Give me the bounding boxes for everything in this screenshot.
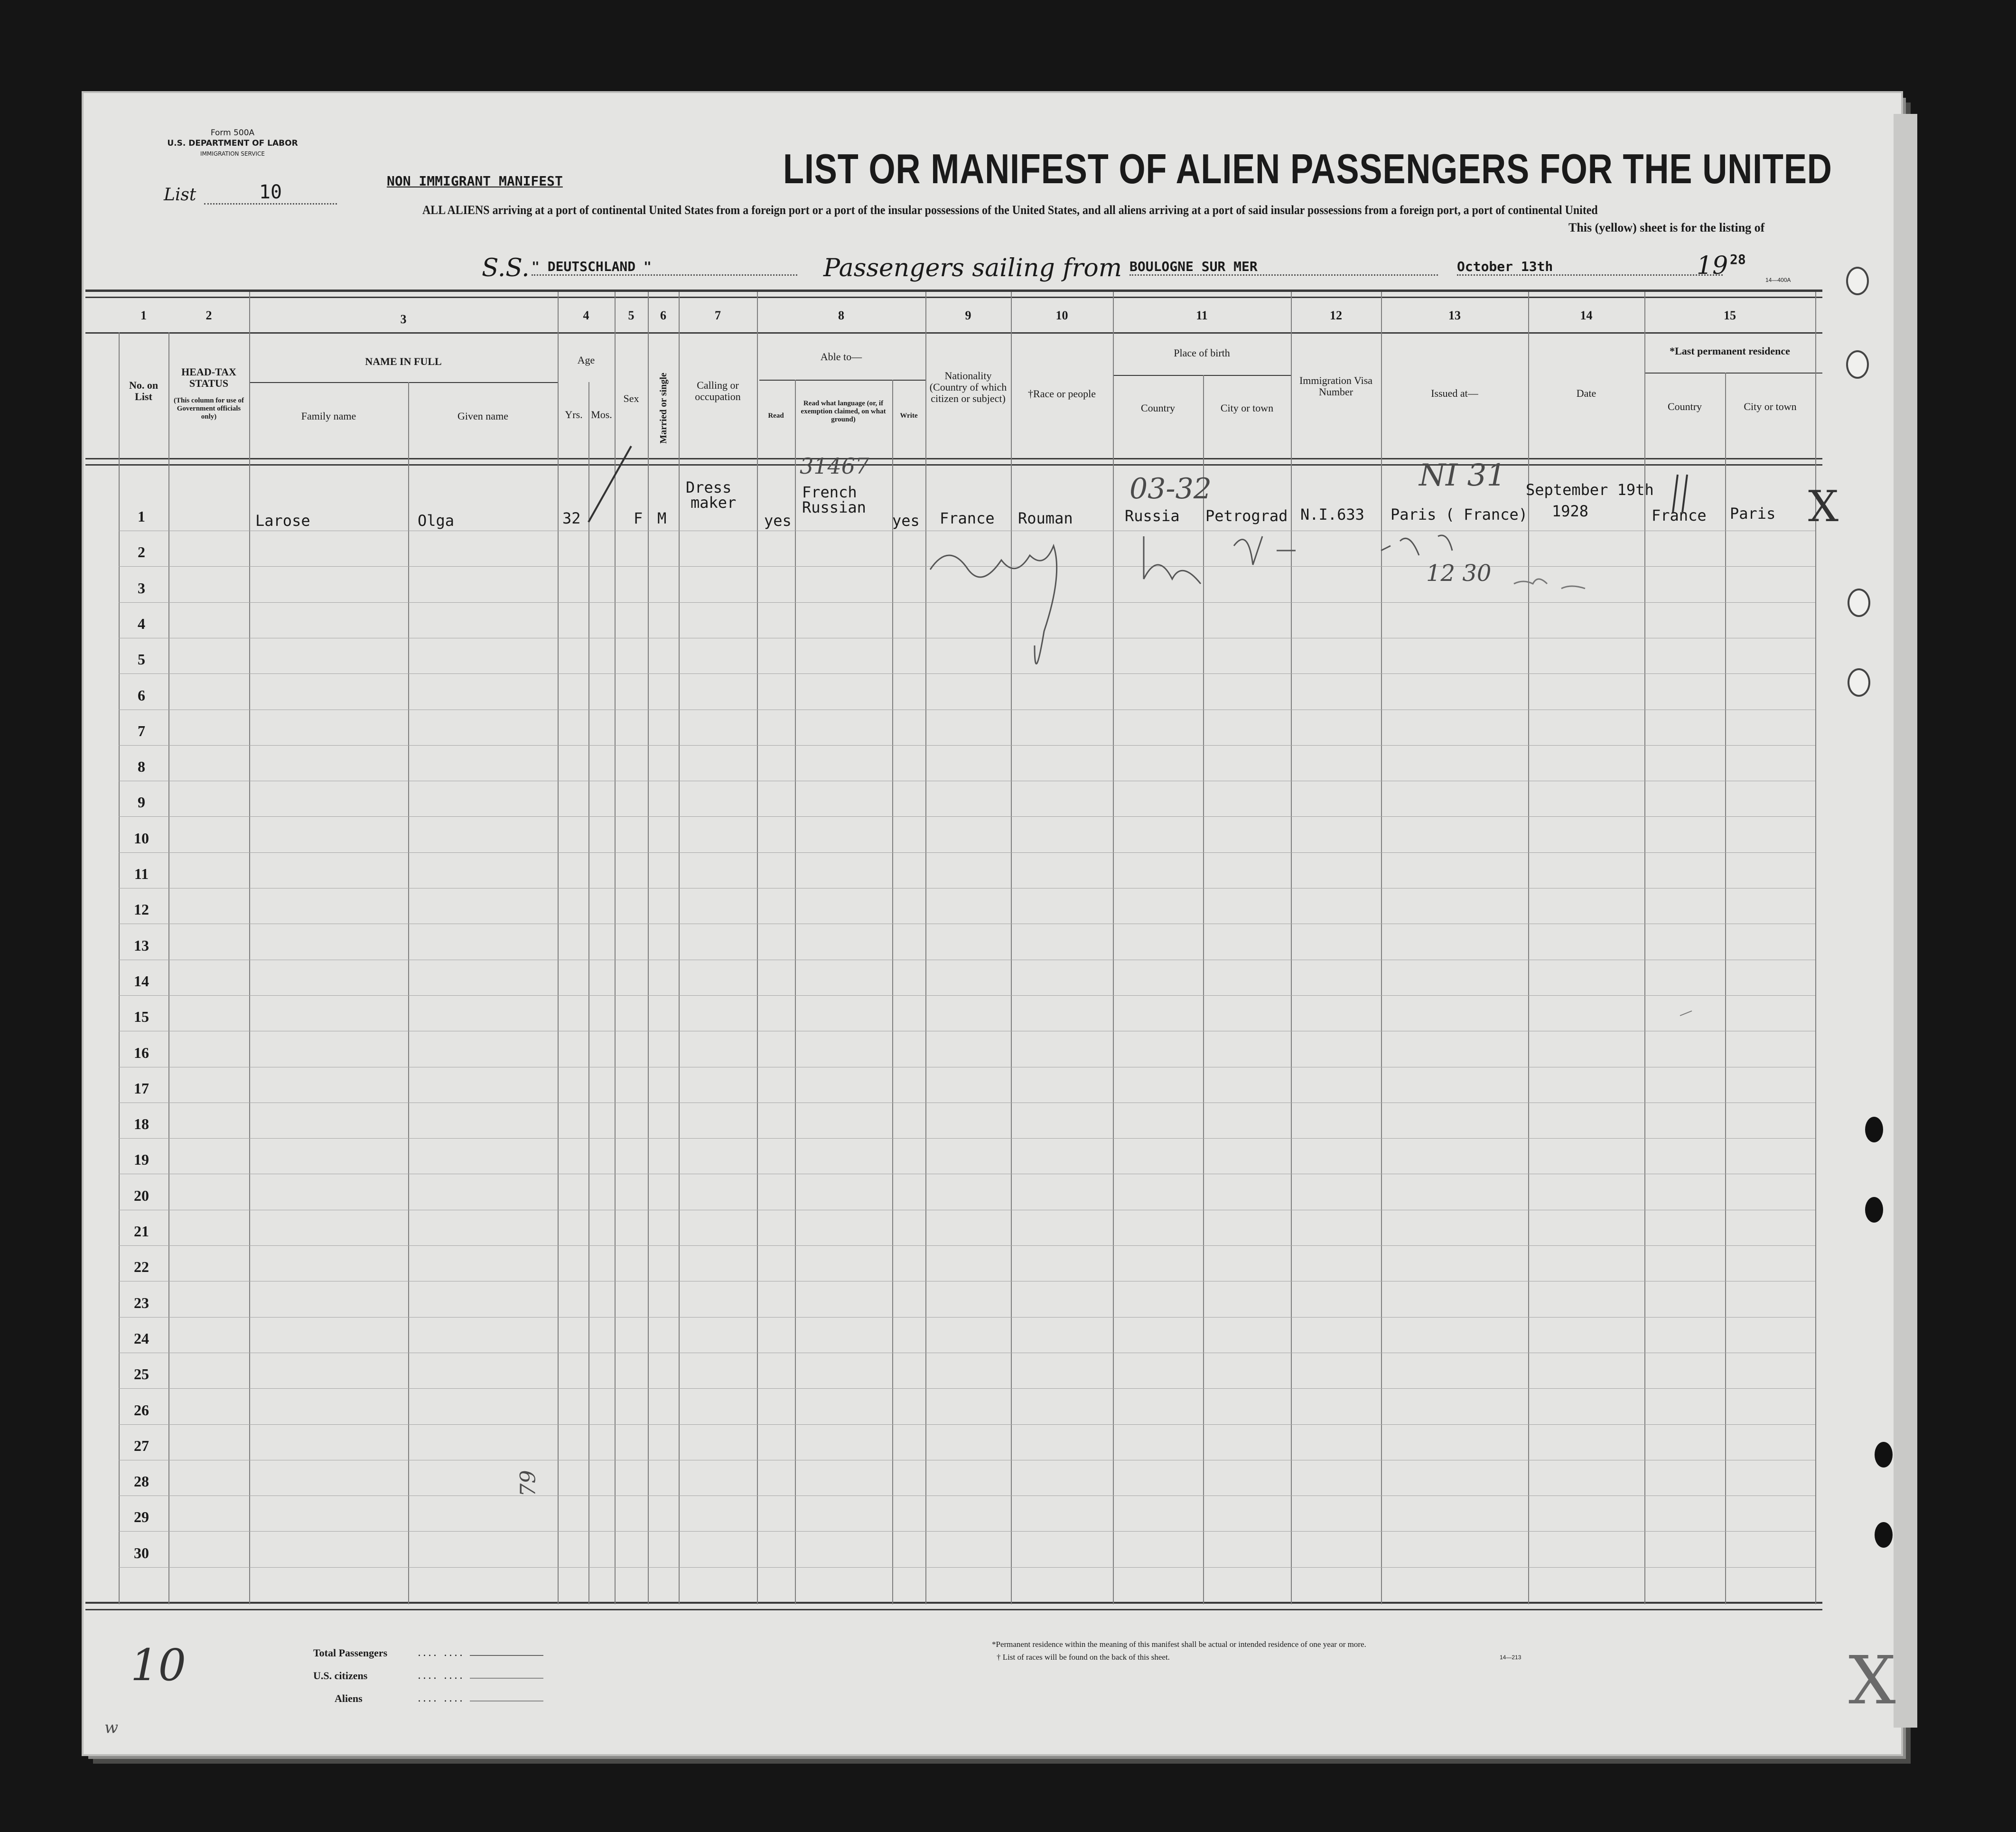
print-code: 14—213 (1500, 1654, 1521, 1661)
punch-hole (1846, 350, 1869, 379)
header-head-tax-note: (This column for use of Government officials only) (173, 397, 244, 421)
header-sex: Sex (623, 393, 639, 404)
column-number: 13 (1448, 308, 1461, 322)
header-issued-at: Issued at— (1431, 387, 1478, 399)
header-last-residence: *Last permanent residence (1670, 345, 1790, 357)
column-number: 14 (1580, 308, 1593, 322)
passenger-family-name: Larose (255, 512, 310, 530)
form-code: 14—400A (1765, 277, 1791, 283)
year-suffix: 28 (1730, 252, 1746, 267)
column-number: 7 (715, 308, 721, 322)
row-number: 6 (138, 687, 145, 704)
header-read-language: Read what language (or, if exemption claimed, on what ground) (801, 400, 886, 423)
handwritten-x-mark-bottom: X (1848, 1642, 1896, 1720)
row-number: 26 (134, 1402, 149, 1419)
row-number: 1 (138, 508, 145, 525)
row-number: 27 (134, 1437, 149, 1454)
header-head-tax: HEAD-TAX STATUS (181, 366, 236, 389)
handwritten-x-mark: X (1808, 482, 1839, 532)
passenger-age-yrs: 32 (562, 509, 581, 527)
passenger-res-country: France (1652, 506, 1707, 524)
header-no-on-list: No. on List (129, 379, 159, 402)
column-number: 8 (838, 308, 844, 322)
passenger-nationality: France (940, 509, 995, 527)
passenger-occupation-line2: maker (691, 494, 737, 512)
header-visa-number: Immigration Visa Number (1299, 374, 1373, 398)
row-number: 21 (134, 1223, 149, 1240)
footer-dots: .... .... (418, 1692, 465, 1704)
header-read: Read (768, 412, 784, 420)
handwritten-language-note: 31467 (800, 453, 869, 479)
row-number: 28 (134, 1473, 149, 1490)
punch-hole (1875, 1522, 1893, 1548)
passenger-occupation-line1: Dress (686, 478, 732, 496)
header-married: Married or single (658, 373, 669, 444)
row-number: 18 (134, 1115, 149, 1132)
row-number: 9 (138, 794, 145, 811)
header-nationality: Nationality (Country of which citizen or subject) (929, 370, 1007, 404)
punch-hole (1848, 589, 1870, 617)
handwritten-code: 03-32 (1129, 472, 1212, 505)
port-name: BOULOGNE SUR MER (1129, 259, 1438, 276)
form-number: Form 500A (210, 128, 255, 138)
row-number: 10 (134, 830, 149, 847)
row-number: 25 (134, 1365, 149, 1383)
footer-aliens: Aliens (335, 1692, 363, 1704)
manifest-type: NON IMMIGRANT MANIFEST (387, 173, 563, 189)
row-number: 12 (134, 901, 149, 918)
row-number: 2 (138, 543, 145, 561)
row-number: 11 (134, 865, 149, 882)
row-number: 4 (138, 615, 145, 632)
row-number: 30 (134, 1544, 149, 1561)
handwritten-small-mark: w (104, 1718, 119, 1737)
sailing-date: October 13th (1457, 259, 1723, 276)
footer-note-races: † List of races will be found on the back of this sheet. (997, 1653, 1170, 1662)
passenger-language-line2: Russian (802, 498, 866, 516)
column-number: 12 (1330, 308, 1342, 322)
passenger-language-line1: French (802, 483, 857, 501)
row-number: 14 (134, 972, 149, 990)
handwritten-list-number: 10 (131, 1640, 187, 1691)
header-birth-country: Country (1140, 402, 1176, 414)
header-race: †Race or people (1028, 388, 1096, 400)
service: IMMIGRATION SERVICE (200, 150, 265, 157)
passenger-given-name: Olga (418, 512, 455, 530)
list-label: List (164, 185, 196, 205)
subtitle-line2: This (yellow) sheet is for the listing of (1568, 221, 1765, 234)
row-number: 24 (134, 1330, 149, 1347)
column-number: 11 (1196, 308, 1208, 322)
passenger-birth-city: Petrograd (1205, 507, 1288, 525)
column-number: 5 (628, 308, 635, 322)
header-age: Age (577, 354, 595, 366)
header-able-to: Able to— (820, 351, 862, 363)
footer-note-residence: *Permanent residence within the meaning of this manifest shall be actual or intended residence of one year or more. (992, 1640, 1366, 1649)
row-number: 15 (134, 1008, 149, 1025)
subtitle-line1: ALL ALIENS arriving at a port of continental United States from a foreign port or a port of the insular possessions of the United States, and all aliens arriving at a port of said insular possessions from a foreign port, a port of continental United (422, 203, 1598, 217)
passenger-birth-country: Russia (1125, 507, 1180, 525)
row-number: 22 (134, 1258, 149, 1275)
department: U.S. DEPARTMENT OF LABOR (167, 139, 298, 148)
footer-dots: .... .... (418, 1670, 465, 1682)
handwritten-page-number: 79 (516, 1470, 541, 1497)
passenger-res-city: Paris (1730, 505, 1776, 523)
passenger-issued-at: Paris ( France) (1391, 505, 1528, 523)
header-age-yrs: Yrs. (565, 409, 583, 421)
column-number: 9 (965, 308, 971, 322)
header-place-of-birth: Place of birth (1174, 347, 1230, 359)
passenger-race: Rouman (1018, 509, 1073, 527)
row-number: 29 (134, 1508, 149, 1525)
header-age-mos: Mos. (591, 409, 612, 421)
header-given-name: Given name (457, 410, 508, 422)
row-number: 20 (134, 1187, 149, 1204)
year-prefix: 19 (1697, 252, 1728, 280)
column-number: 2 (205, 308, 212, 322)
passenger-date-line1: September 19th (1526, 481, 1654, 499)
sailing-label: Passengers sailing from (823, 254, 1122, 282)
passenger-date-line2: 1928 (1552, 502, 1589, 520)
passenger-sex: F (634, 509, 643, 527)
row-number: 7 (138, 722, 145, 739)
header-calling: Calling or occupation (695, 379, 741, 402)
punch-hole (1865, 1117, 1883, 1142)
footer-citizens-line (470, 1678, 543, 1679)
passenger-marital: M (657, 509, 667, 527)
handwritten-time: 12 30 (1426, 560, 1492, 587)
row-number: 8 (138, 758, 145, 775)
passenger-write: yes (892, 512, 920, 530)
header-birth-city: City or town (1220, 402, 1274, 414)
column-number: 10 (1055, 308, 1068, 322)
punch-hole (1865, 1197, 1883, 1223)
footer-total-line (470, 1655, 543, 1656)
row-number: 3 (138, 580, 145, 597)
row-number: 16 (134, 1044, 149, 1061)
row-number: 5 (138, 651, 145, 668)
column-number: 6 (660, 308, 666, 322)
row-number: 13 (134, 937, 149, 954)
handwritten-visa-note: NI 31 (1419, 458, 1506, 493)
header-date: Date (1576, 387, 1596, 399)
header-write: Write (900, 412, 918, 420)
column-number: 4 (583, 308, 589, 322)
header-family-name: Family name (301, 410, 356, 422)
column-number: 1 (140, 308, 147, 322)
row-number: 17 (134, 1080, 149, 1097)
footer-dots: .... .... (418, 1647, 465, 1659)
column-number: 3 (400, 312, 407, 326)
passenger-visa-number: N.I.633 (1300, 505, 1364, 523)
row-number: 23 (134, 1294, 149, 1311)
punch-hole (1846, 267, 1869, 295)
column-number: 15 (1724, 308, 1736, 322)
list-number: 10 (204, 181, 337, 205)
header-res-city: City or town (1744, 401, 1797, 412)
punch-hole (1848, 668, 1870, 697)
punch-hole (1875, 1442, 1893, 1467)
footer-us-citizens: U.S. citizens (313, 1670, 368, 1682)
footer-total-passengers: Total Passengers (313, 1647, 388, 1659)
header-res-country: Country (1667, 401, 1702, 412)
header-name-in-full: NAME IN FULL (365, 355, 442, 367)
passenger-read: yes (764, 512, 792, 530)
ship-name: " DEUTSCHLAND " (532, 259, 797, 276)
row-number: 19 (134, 1151, 149, 1168)
ss-label: S.S. (482, 254, 530, 282)
manifest-title: LIST OR MANIFEST OF ALIEN PASSENGERS FOR THE UNITED (783, 145, 1832, 192)
